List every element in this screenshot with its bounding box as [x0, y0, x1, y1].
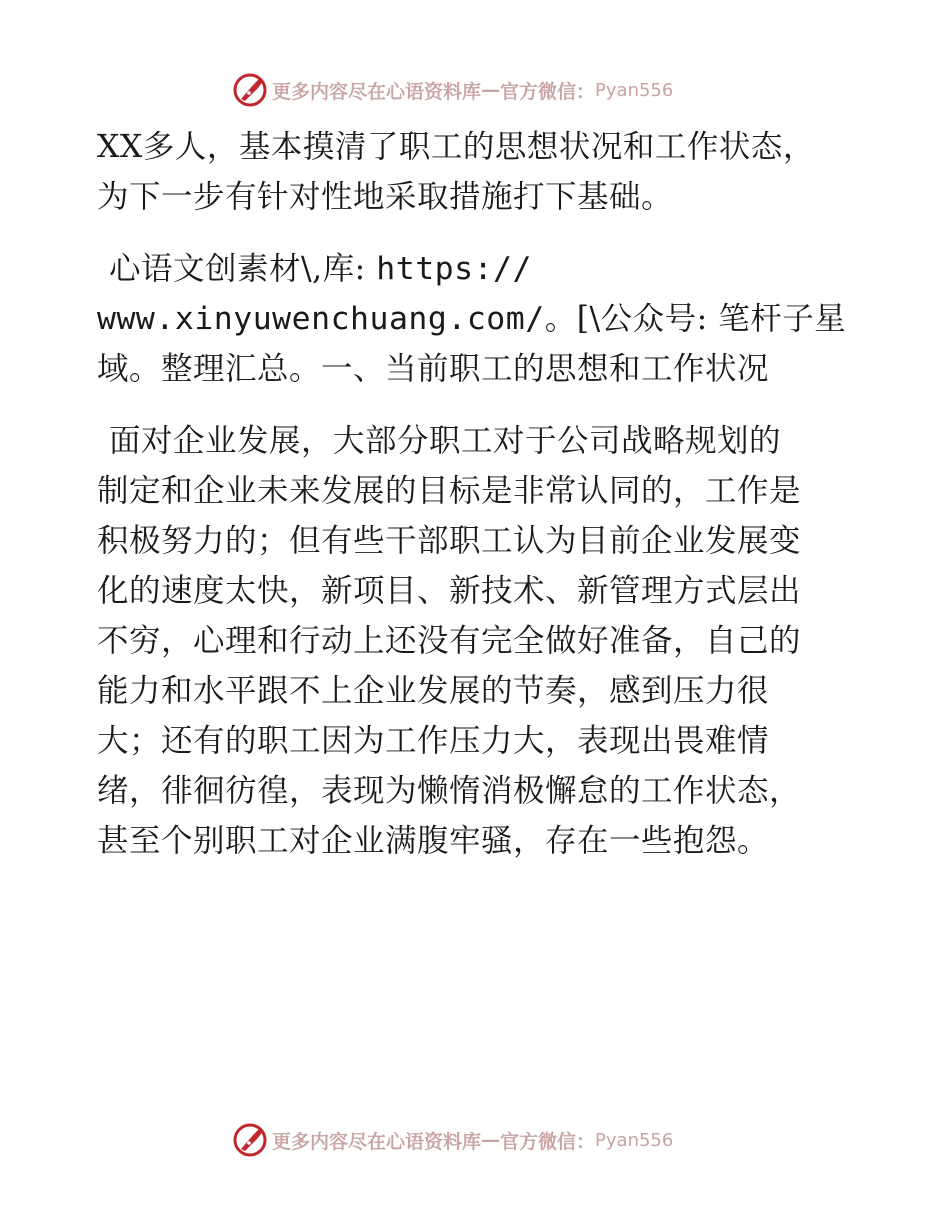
banner-wechat-label: 官方微信： [500, 80, 596, 103]
paragraph-1 [97, 122, 857, 222]
text-line: 大；还有的职工因为工作压力大，表现出畏难情 [97, 723, 770, 759]
text-line: 绪，徘徊彷徨，表现为懒惰消极懈怠的工作状态， [97, 773, 802, 809]
text-line: 面对企业发展，大部分职工对于公司战略规划的 [109, 423, 782, 459]
banner-wechat-id: Pyan556 [595, 1129, 674, 1151]
pen-nib-logo-icon [232, 1122, 268, 1158]
paragraph-3 [97, 416, 857, 866]
banner-wechat-id: Pyan556 [595, 79, 674, 101]
pen-nib-logo-icon [232, 72, 268, 108]
text-line: 甚至个别职工对企业满腹牢骚，存在一些抱怨。 [97, 823, 770, 859]
banner-wechat-label: 官方微信： [500, 1130, 596, 1153]
text-line [97, 244, 857, 294]
text-line: 能力和水平跟不上企业发展的节奏，感到压力很 [97, 673, 770, 709]
banner-dash: — [481, 1129, 501, 1151]
text-line: 为下一步有针对性地采取措施打下基础。 [97, 179, 674, 215]
text-line: 不穷，心理和行动上还没有完全做好准备，自己的 [97, 623, 802, 659]
paragraph-2 [97, 244, 857, 394]
text-line: 制定和企业未来发展的目标是非常认同的，工作是 [97, 473, 802, 509]
text-line: XX多人，基本摸清了职工的思想状况和工作状态， [97, 129, 815, 165]
text-line: 化的速度太快，新项目、新技术、新管理方式层出 [97, 573, 802, 609]
library-url: www.xinyuwenchuang.com/ [97, 301, 545, 337]
text-line [97, 294, 857, 344]
header-banner [232, 70, 673, 110]
library-label: 心语文创素材\,库: [109, 251, 377, 287]
text-line: 积极努力的；但有些干部职工认为目前企业发展变 [97, 523, 802, 559]
banner-site-text: 更多内容尽在心语资料库 [272, 80, 482, 103]
wechat-public-account: 。[\公众号: 笔杆子星 [544, 301, 847, 337]
banner-site-text: 更多内容尽在心语资料库 [272, 1130, 482, 1153]
document-body [97, 122, 857, 866]
footer-banner [232, 1120, 673, 1160]
banner-dash: — [481, 79, 501, 101]
text-line: 域。整理汇总。一、当前职工的思想和工作状况 [97, 351, 770, 387]
library-url-prefix: https:// [376, 251, 532, 287]
